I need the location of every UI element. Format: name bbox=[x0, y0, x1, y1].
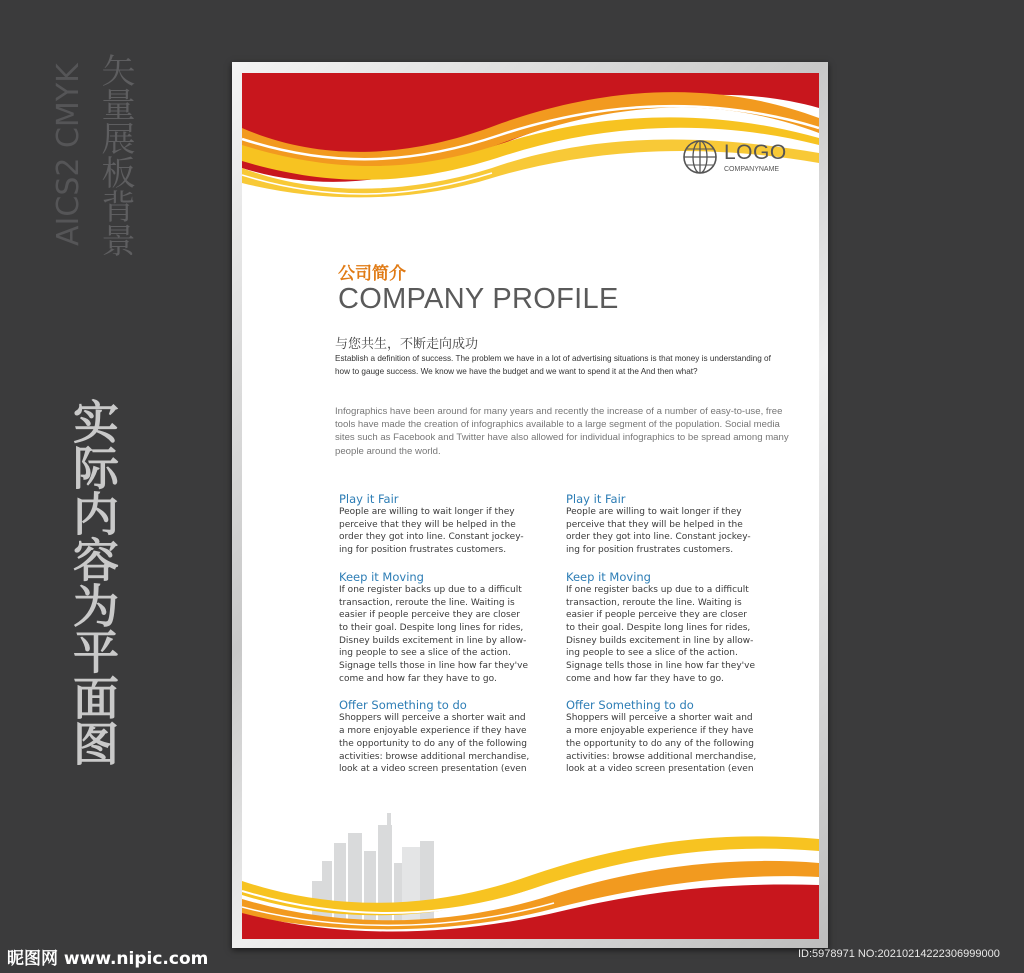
content-column-left bbox=[339, 492, 549, 776]
section-play-it-fair bbox=[566, 492, 776, 557]
image-id: ID:5978971 NO:20210214222306999000 bbox=[798, 948, 1000, 960]
site-watermark: 昵图网 www.nipic.com bbox=[7, 949, 209, 969]
section-heading: Keep it Moving bbox=[566, 569, 651, 584]
side-cn-vertical: 矢量展板背景 bbox=[95, 53, 135, 257]
section-heading: Play it Fair bbox=[339, 492, 399, 506]
poster-board bbox=[242, 73, 819, 939]
page-title: COMPANY PROFILE bbox=[338, 283, 619, 315]
side-main-vertical: 实际内容为平面图 bbox=[66, 398, 120, 766]
section-body: People are willing to wait longer if they perceive that they will be helped in the order they got into line. Constant jockey- ing for position frustrates customers. bbox=[339, 507, 524, 556]
section-keep-it-moving bbox=[566, 570, 776, 686]
section-heading: Offer Something to do bbox=[566, 698, 694, 713]
section-heading: Offer Something to do bbox=[339, 698, 467, 713]
section-body: People are willing to wait longer if they perceive that they will be helped in the order they got into line. Constant jockey- ing for position frustrates customers. bbox=[566, 507, 751, 556]
logo-word: LOGO bbox=[724, 141, 787, 164]
section-body: If one register backs up due to a difficult transaction, reroute the line. Waiting is easier if people perceive they are closer to their goal. Despite long lines for rides, Disney builds excitement in line by allow- ing people to see a slice of the action. Signage tells those in line how far they've come and how far they have to go. bbox=[339, 584, 528, 684]
globe-icon bbox=[682, 139, 718, 175]
section-offer-something bbox=[339, 698, 549, 776]
section-body: Shoppers will perceive a shorter wait and a more enjoyable experience if they have the opportunity to do any of the following activities: browse additional merchandise, look at a video screen presentation (even bbox=[566, 713, 757, 775]
section-body: If one register backs up due to a difficult transaction, reroute the line. Waiting is easier if people perceive they are closer to their goal. Despite long lines for rides, Disney builds excitement in line by allow- ing people to see a slice of the action. Signage tells those in line how far they've come and how far they have to go. bbox=[566, 584, 755, 684]
section-play-it-fair bbox=[339, 492, 549, 557]
section-heading: Keep it Moving bbox=[339, 569, 424, 584]
slogan: 与您共生，不断走向成功 bbox=[335, 337, 479, 352]
title-cn: 公司简介 bbox=[338, 264, 406, 284]
section-body: Shoppers will perceive a shorter wait and a more enjoyable experience if they have the opportunity to do any of the following activities: browse additional merchandise, look at a video screen presentation (even bbox=[339, 713, 530, 775]
bottom-wave-graphic bbox=[242, 803, 819, 939]
content-column-right bbox=[566, 492, 776, 776]
section-keep-it-moving bbox=[339, 570, 549, 686]
section-heading: Play it Fair bbox=[566, 492, 626, 506]
intro-paragraph: Infographics have been around for many years and recently the increase of a number of easy-to-use, free tools have made the creation of infographics available to a large segment of the population. Social media sites such as Facebook and Twitter have also allowed for individual infographics to be spread among many people around the world. bbox=[335, 406, 789, 457]
section-offer-something bbox=[566, 698, 776, 776]
side-en-vertical: AICS2 CMYK bbox=[51, 63, 86, 247]
intro-text: Establish a definition of success. The problem we have in a lot of advertising situations is that money is understanding of how to gauge success. We know we have the budget and we want to spend it at the And then what? bbox=[335, 354, 771, 376]
logo-company-name: COMPANYNAME bbox=[724, 166, 780, 173]
